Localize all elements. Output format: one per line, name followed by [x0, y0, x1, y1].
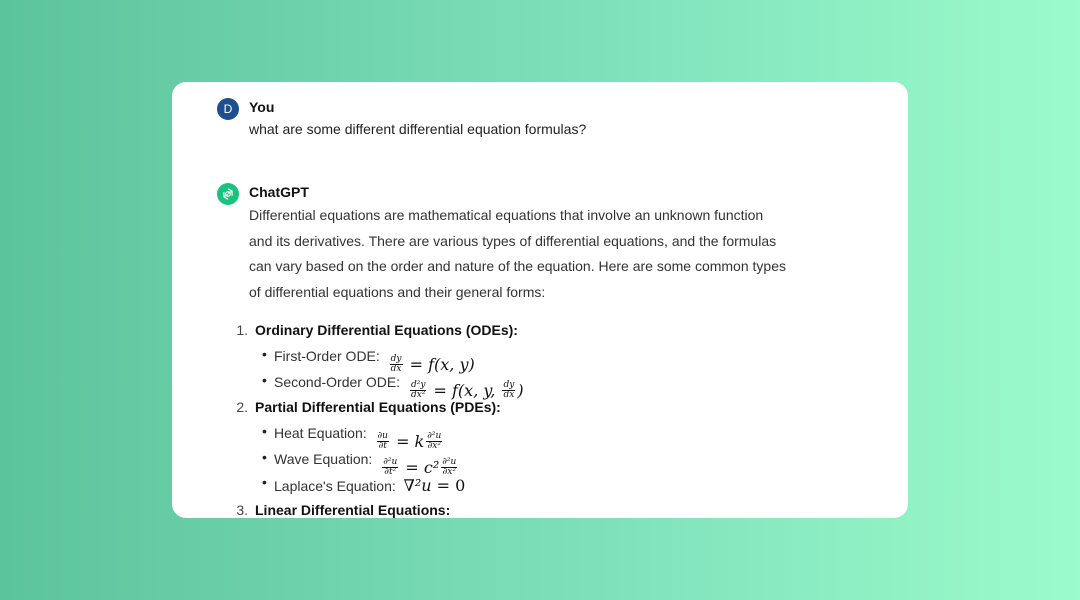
formula-label: Wave Equation:	[274, 450, 373, 467]
sub-item	[232, 448, 792, 477]
bullet-icon: •	[262, 474, 267, 490]
intro-line: of differential equations and their general forms:	[249, 283, 546, 300]
chatgpt-avatar	[217, 183, 239, 205]
list-title: Ordinary Differential Equations (ODEs):	[255, 322, 518, 338]
formula-label: First-Order ODE:	[274, 348, 380, 364]
list-item	[232, 502, 792, 519]
assistant-name: ChatGPT	[249, 184, 309, 200]
list-title: Linear Differential Equations:	[255, 501, 451, 518]
intro-line: can vary based on the order and nature of the equation. Here are some common types	[249, 258, 786, 274]
sub-item	[232, 476, 792, 502]
list-number: 1.	[236, 322, 248, 338]
formula-label: Laplace's Equation:	[274, 478, 396, 494]
list-title: Partial Differential Equations (PDEs):	[255, 399, 501, 415]
bullet-icon: •	[262, 423, 267, 439]
formula: ∇ ²u = 0	[403, 476, 466, 495]
sub-item	[232, 348, 792, 374]
user-message: what are some different differential equation formulas?	[249, 121, 587, 137]
equation-list	[232, 322, 792, 518]
sub-item-label	[274, 374, 524, 400]
chat-card	[172, 82, 908, 518]
intro-line: and its derivatives. There are various types of differential equations, and the formulas	[249, 232, 777, 249]
formula: $\frac{\text{∂²u}}{\text{∂t²}}$ = c² $\frac{\text{∂²u}}{\text{∂x²}}$	[383, 456, 457, 477]
intro-line: Differential equations are mathematical equations that involve an unknown function	[249, 207, 764, 223]
bullet-icon: •	[262, 346, 267, 362]
openai-logo-icon	[221, 187, 235, 201]
formula: $\frac{\partial u}{\partial t}$ = k $\frac{\text{∂²u}}{\text{∂x²}}$	[377, 431, 442, 451]
sub-item-label	[274, 476, 465, 495]
list-number: 3.	[236, 501, 248, 518]
user-name: You	[249, 99, 275, 115]
sub-item-label	[274, 348, 475, 374]
bullet-icon: •	[262, 448, 267, 465]
user-avatar	[217, 98, 239, 120]
list-item	[232, 322, 792, 348]
formula-label: Second-Order ODE:	[274, 373, 401, 390]
assistant-intro	[249, 203, 809, 305]
bullet-icon: •	[262, 371, 267, 388]
formula-label: Heat Equation:	[274, 425, 367, 441]
list-number: 2.	[236, 399, 248, 415]
sub-item	[232, 425, 792, 451]
user-avatar-letter: D	[223, 102, 233, 116]
formula: $\frac{dy}{dx}$ = f(x, y)	[390, 354, 475, 374]
sub-item-label	[274, 451, 459, 477]
sub-item	[232, 371, 792, 400]
list-item	[232, 399, 792, 425]
sub-item-label	[274, 425, 444, 451]
formula: $\frac{\text{d²y}}{\text{dx²}}$ = f(x, y, $\frac{dy}{dx}$ )	[410, 379, 524, 400]
